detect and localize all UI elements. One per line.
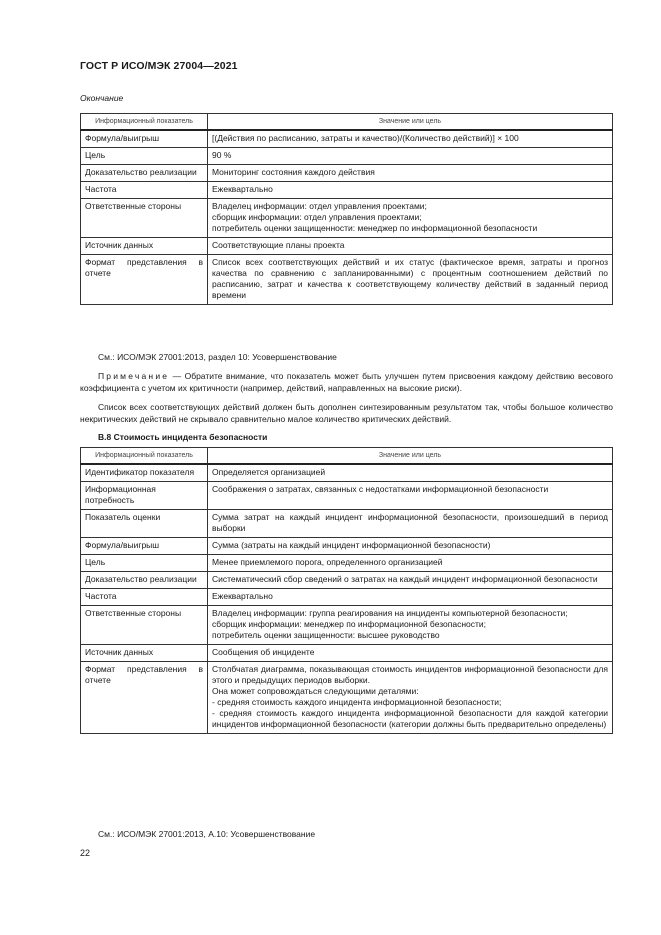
- row-value: [208, 130, 613, 148]
- row-label: Показатель оценки: [81, 510, 208, 538]
- row-label: Ответственные стороны: [81, 199, 208, 238]
- row-label: Формат представления в отчете: [81, 662, 208, 734]
- value-line: Систематический сбор сведений о затратах на каждый инцидент информационной безопасности: [212, 574, 598, 584]
- indicator-table-1: [80, 113, 613, 305]
- header-indicator: Информационный показатель: [81, 448, 208, 465]
- table-header-row: [81, 114, 613, 131]
- section-title: B.8 Стоимость инцидента безопасности: [98, 432, 268, 442]
- page-number: 22: [80, 848, 91, 858]
- row-label: Доказательство реализации: [81, 572, 208, 589]
- row-value: [208, 538, 613, 555]
- table-row: [81, 255, 613, 305]
- header-value: Значение или цель: [208, 448, 613, 465]
- header-indicator: Информационный показатель: [81, 114, 208, 131]
- table-row: [81, 148, 613, 165]
- row-label: Формат представления в отчете: [81, 255, 208, 305]
- row-value: [208, 510, 613, 538]
- row-label: Источник данных: [81, 645, 208, 662]
- value-line: Владелец информации: группа реагирования на инциденты компьютерной безопасности;: [212, 608, 568, 618]
- row-label: Идентификатор показателя: [81, 464, 208, 482]
- value-line: Список всех соответствующих действий и их статус (фактическое время, затраты и прогноз качества по сравнению с запланированными) с процентным соотношением действий по расписанию, затрат и качества к соответствующему количеству действий в заданный период времени: [212, 257, 608, 300]
- row-value: [208, 238, 613, 255]
- row-label: Формула/выигрыш: [81, 538, 208, 555]
- value-line: Она может сопровождаться следующими деталями:: [212, 686, 419, 696]
- table-row: [81, 165, 613, 182]
- value-line: Ежеквартально: [212, 591, 273, 601]
- table-row: [81, 606, 613, 645]
- row-value: [208, 182, 613, 199]
- row-value: [208, 606, 613, 645]
- table-row: [81, 130, 613, 148]
- row-value: [208, 589, 613, 606]
- value-line: Ежеквартально: [212, 184, 273, 194]
- table2-source: См.: ИСО/МЭК 27001:2013, A.10: Усовершенствование: [98, 829, 316, 839]
- table-header-row: [81, 448, 613, 465]
- row-value: [208, 555, 613, 572]
- row-label: Информационная потребность: [81, 482, 208, 510]
- note-label: Примечание: [98, 371, 170, 381]
- table-row: [81, 464, 613, 482]
- table-row: [81, 555, 613, 572]
- row-value: [208, 255, 613, 305]
- table-row: [81, 182, 613, 199]
- value-line: Соответствующие планы проекта: [212, 240, 345, 250]
- table-row: [81, 199, 613, 238]
- row-value: [208, 572, 613, 589]
- value-line: Менее приемлемого порога, определенного организацией: [212, 557, 443, 567]
- row-value: [208, 165, 613, 182]
- table1-source: См.: ИСО/МЭК 27001:2013, раздел 10: Усовершенствование: [98, 352, 337, 362]
- row-value: [208, 662, 613, 734]
- value-line: Сообщения об инциденте: [212, 647, 315, 657]
- value-line: сборщик информации: отдел управления проектами;: [212, 212, 422, 222]
- body-paragraph: Список всех соответствующих действий должен быть дополнен синтезированным результатом так, чтобы большое количество некритических действий не скрывало сравнительно малое количество критических действий.: [80, 402, 613, 424]
- table-row: [81, 589, 613, 606]
- table-row: [81, 238, 613, 255]
- value-line: сборщик информации: менеджер по информационной безопасности;: [212, 619, 487, 629]
- row-value: [208, 464, 613, 482]
- row-label: Цель: [81, 555, 208, 572]
- row-label: Частота: [81, 589, 208, 606]
- row-label: Частота: [81, 182, 208, 199]
- row-label: Доказательство реализации: [81, 165, 208, 182]
- row-label: Источник данных: [81, 238, 208, 255]
- continuation-label: Окончание: [80, 93, 124, 103]
- row-value: [208, 482, 613, 510]
- value-line: Владелец информации: отдел управления проектами;: [212, 201, 427, 211]
- document-header: ГОСТ Р ИСО/МЭК 27004—2021: [80, 60, 238, 72]
- value-line: потребитель оценки защищенности: менеджер по информационной безопасности: [212, 223, 538, 233]
- row-value: [208, 645, 613, 662]
- note-text: — Обратите внимание, что показатель может быть улучшен путем присвоения каждому действию весового коэффициента с учетом их критичности (например, действий, направленных на высокие риски).: [80, 371, 613, 393]
- row-label: Ответственные стороны: [81, 606, 208, 645]
- table-row: [81, 662, 613, 734]
- value-line: Сумма (затраты на каждый инцидент информационной безопасности): [212, 540, 491, 550]
- table-row: [81, 482, 613, 510]
- value-line: потребитель оценки защищенности: высшее руководство: [212, 630, 440, 640]
- value-line: - средняя стоимость каждого инцидента информационной безопасности;: [212, 697, 502, 707]
- indicator-table-2: [80, 447, 613, 734]
- table-row: [81, 572, 613, 589]
- table-row: [81, 645, 613, 662]
- value-line: Столбчатая диаграмма, показывающая стоимость инцидентов информационной безопасности для этого и предыдущих периодов выборки.: [212, 664, 608, 685]
- row-value: [208, 148, 613, 165]
- header-value: Значение или цель: [208, 114, 613, 131]
- table-row: [81, 538, 613, 555]
- value-line: Определяется организацией: [212, 467, 326, 477]
- row-value: [208, 199, 613, 238]
- row-label: Цель: [81, 148, 208, 165]
- value-line: - средняя стоимость каждого инцидента информационной безопасности для каждой категории инцидентов информационной безопасности (категории должны быть предварительно определены): [212, 708, 608, 729]
- value-line: Соображения о затратах, связанных с недостатками информационной безопасности: [212, 484, 549, 494]
- value-line: [(Действия по расписанию, затраты и качество)/(Количество действий)] × 100: [212, 133, 519, 143]
- row-label: Формула/выигрыш: [81, 130, 208, 148]
- value-line: 90 %: [212, 150, 232, 160]
- table-row: [81, 510, 613, 538]
- value-line: Мониторинг состояния каждого действия: [212, 167, 375, 177]
- note-paragraph: [80, 371, 613, 394]
- value-line: Сумма затрат на каждый инцидент информационной безопасности, произошедший в период выборки: [212, 512, 608, 533]
